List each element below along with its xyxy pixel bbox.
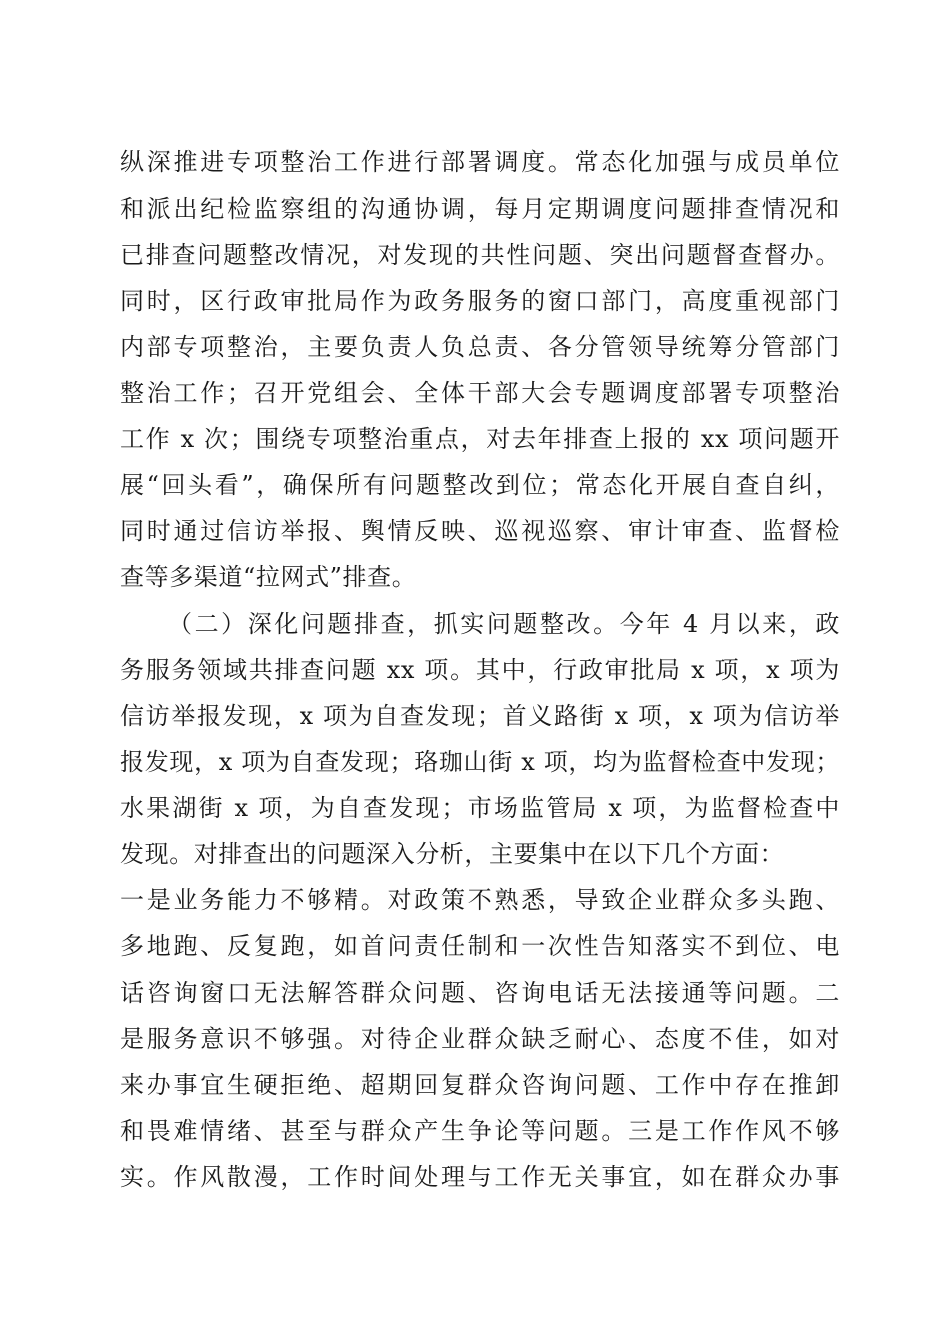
text-line-6: 整治工作；召开党组会、全体干部大会专题调度部署专项整治 xyxy=(120,379,840,407)
text-line-1: 纵深推进专项整治工作进行部署调度。常态化加强与成员单位 xyxy=(120,148,840,176)
text-line-10: 查等多渠道“拉网式”排查。 xyxy=(120,563,417,591)
text-line-21: 来办事宜生硬拒绝、超期回复群众咨询问题、工作中存在推卸 xyxy=(120,1071,840,1099)
text-line-17: 一是业务能力不够精。对政策不熟悉，导致企业群众多头跑、 xyxy=(120,886,840,914)
text-line-13: 信访举报发现，x 项为自查发现；首义路街 x 项，x 项为信访举 xyxy=(120,702,840,730)
text-line-20: 是服务意识不够强。对待企业群众缺乏耐心、态度不佳，如对 xyxy=(120,1025,840,1053)
section-heading-line: （二）深化问题排查，抓实问题整改。今年 4 月以来，政 xyxy=(168,610,840,638)
text-line-22: 和畏难情绪、甚至与群众产生争论等问题。三是工作作风不够 xyxy=(120,1117,840,1145)
text-line-7: 工作 x 次；围绕专项整治重点，对去年排查上报的 xx 项问题开 xyxy=(120,425,840,453)
text-line-16: 发现。对排查出的问题深入分析，主要集中在以下几个方面： xyxy=(120,840,785,868)
text-line-18: 多地跑、反复跑，如首问责任制和一次性告知落实不到位、电 xyxy=(120,932,840,960)
text-line-5: 内部专项整治，主要负责人负总责、各分管领导统筹分管部门 xyxy=(120,333,840,361)
text-line-2: 和派出纪检监察组的沟通协调，每月定期调度问题排查情况和 xyxy=(120,195,840,223)
text-line-4: 同时，区行政审批局作为政务服务的窗口部门，高度重视部门 xyxy=(120,287,840,315)
text-line-8: 展“回头看”，确保所有问题整改到位；常态化开展自查自纠， xyxy=(120,471,840,499)
text-line-12: 务服务领域共排查问题 xx 项。其中，行政审批局 x 项，x 项为 xyxy=(120,656,840,684)
text-line-3: 已排查问题整改情况，对发现的共性问题、突出问题督查督办。 xyxy=(120,241,840,269)
text-line-9: 同时通过信访举报、舆情反映、巡视巡察、审计审查、监督检 xyxy=(120,517,840,545)
text-line-15: 水果湖街 x 项，为自查发现；市场监管局 x 项，为监督检查中 xyxy=(120,794,840,822)
text-line-19: 话咨询窗口无法解答群众问题、咨询电话无法接通等问题。二 xyxy=(120,979,840,1007)
text-line-14: 报发现，x 项为自查发现；珞珈山街 x 项，均为监督检查中发现； xyxy=(120,748,840,776)
text-line-23: 实。作风散漫，工作时间处理与工作无关事宜，如在群众办事 xyxy=(120,1163,840,1191)
